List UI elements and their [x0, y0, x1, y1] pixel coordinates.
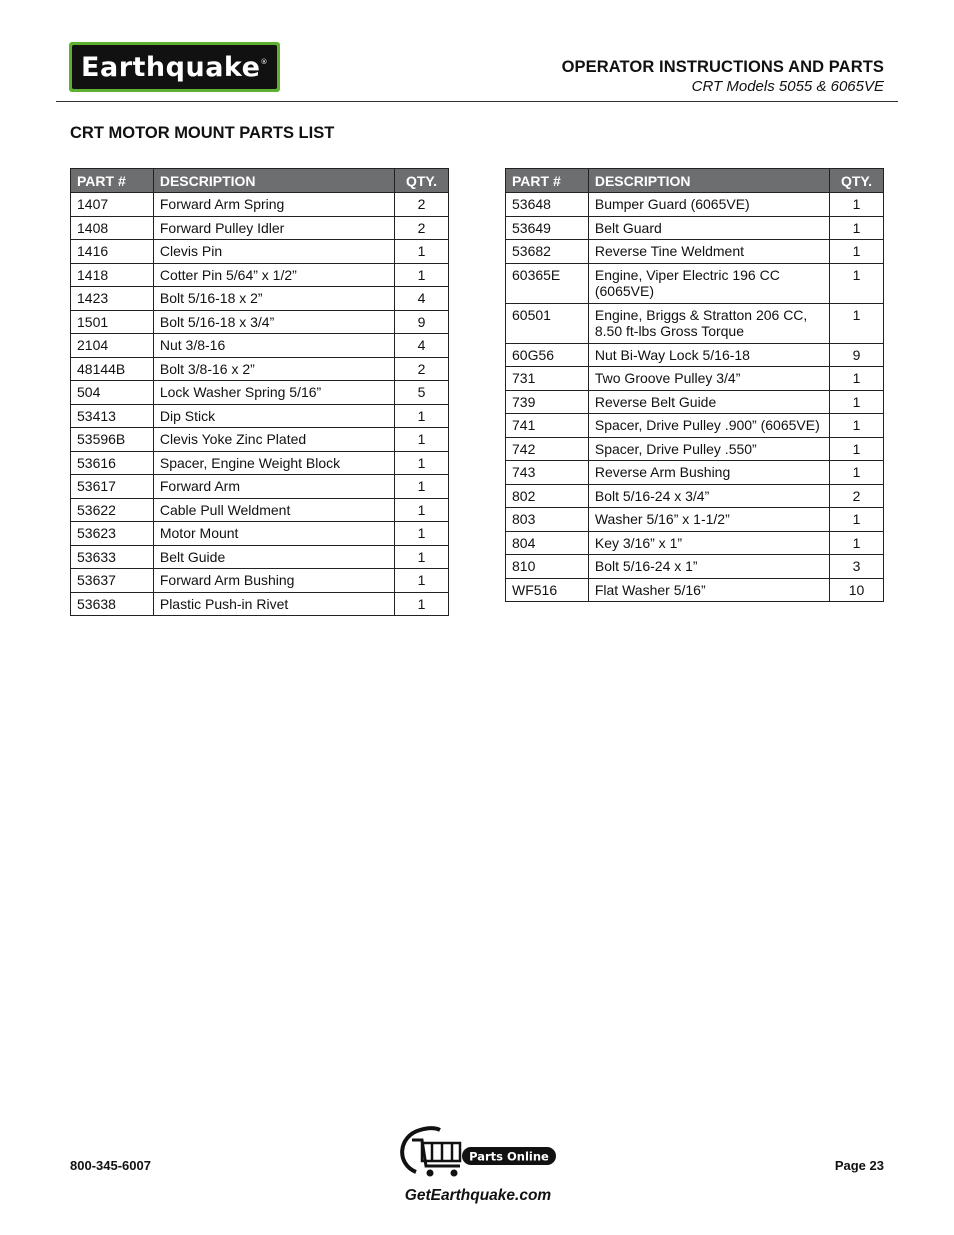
description-cell: Forward Arm Bushing — [153, 569, 394, 593]
quantity-cell: 2 — [830, 484, 884, 508]
quantity-cell: 1 — [830, 367, 884, 391]
description-cell: Reverse Arm Bushing — [588, 461, 829, 485]
quantity-cell: 1 — [395, 522, 449, 546]
part-number-cell: 741 — [506, 414, 589, 438]
quantity-cell: 1 — [830, 216, 884, 240]
part-number-cell: 2104 — [71, 334, 154, 358]
part-number-cell: 53596B — [71, 428, 154, 452]
part-number-cell: 804 — [506, 531, 589, 555]
part-number-cell: 53648 — [506, 193, 589, 217]
quantity-cell: 1 — [830, 390, 884, 414]
part-number-cell: 1408 — [71, 216, 154, 240]
quantity-cell: 1 — [395, 545, 449, 569]
table-row — [71, 357, 449, 381]
description-cell: Forward Pulley Idler — [153, 216, 394, 240]
quantity-cell: 2 — [395, 216, 449, 240]
document-title: OPERATOR INSTRUCTIONS AND PARTS — [561, 58, 884, 76]
part-number-cell: 53623 — [71, 522, 154, 546]
description-cell: Forward Arm Spring — [153, 193, 394, 217]
table-row — [71, 240, 449, 264]
description-cell: Lock Washer Spring 5/16” — [153, 381, 394, 405]
quantity-cell: 10 — [830, 578, 884, 602]
table-row — [506, 367, 884, 391]
table-row — [506, 240, 884, 264]
description-cell: Spacer, Engine Weight Block — [153, 451, 394, 475]
table-row — [506, 437, 884, 461]
part-number-cell: WF516 — [506, 578, 589, 602]
table-row — [506, 193, 884, 217]
table-row — [506, 461, 884, 485]
description-cell: Bolt 5/16-24 x 3/4” — [588, 484, 829, 508]
part-number-cell: 60501 — [506, 303, 589, 343]
table-row — [506, 508, 884, 532]
description-cell: Washer 5/16” x 1-1/2” — [588, 508, 829, 532]
quantity-cell: 1 — [395, 263, 449, 287]
part-number-cell: 810 — [506, 555, 589, 579]
description-cell: Nut 3/8-16 — [153, 334, 394, 358]
part-number-cell: 742 — [506, 437, 589, 461]
table-row — [506, 414, 884, 438]
description-cell: Bolt 5/16-18 x 2” — [153, 287, 394, 311]
description-cell: Reverse Belt Guide — [588, 390, 829, 414]
description-cell: Bolt 5/16-18 x 3/4” — [153, 310, 394, 334]
description-cell: Bumper Guard (6065VE) — [588, 193, 829, 217]
part-number-cell: 60G56 — [506, 343, 589, 367]
column-header-description: DESCRIPTION — [153, 169, 394, 193]
quantity-cell: 1 — [830, 303, 884, 343]
quantity-cell: 1 — [395, 569, 449, 593]
parts-online-label: Parts Online — [469, 1149, 549, 1164]
column-header-qty: QTY. — [395, 169, 449, 193]
table-row — [71, 216, 449, 240]
description-cell: Belt Guard — [588, 216, 829, 240]
table-row — [71, 428, 449, 452]
table-row — [71, 545, 449, 569]
description-cell: Cable Pull Weldment — [153, 498, 394, 522]
description-cell: Nut Bi-Way Lock 5/16-18 — [588, 343, 829, 367]
quantity-cell: 2 — [395, 357, 449, 381]
website-url[interactable]: GetEarthquake.com — [404, 1187, 552, 1204]
quantity-cell: 1 — [830, 508, 884, 532]
quantity-cell: 1 — [830, 193, 884, 217]
table-row — [71, 498, 449, 522]
part-number-cell: 1423 — [71, 287, 154, 311]
part-number-cell: 53413 — [71, 404, 154, 428]
quantity-cell: 1 — [395, 475, 449, 499]
logo-wordmark — [81, 52, 268, 83]
table-row — [71, 569, 449, 593]
quantity-cell: 1 — [830, 263, 884, 303]
description-cell: Clevis Pin — [153, 240, 394, 264]
part-number-cell: 743 — [506, 461, 589, 485]
quantity-cell: 1 — [830, 437, 884, 461]
description-cell: Dip Stick — [153, 404, 394, 428]
quantity-cell: 1 — [395, 498, 449, 522]
parts-online-cart-icon — [396, 1124, 558, 1182]
description-cell: Engine, Viper Electric 196 CC (6065VE) — [588, 263, 829, 303]
part-number-cell: 1407 — [71, 193, 154, 217]
quantity-cell: 5 — [395, 381, 449, 405]
parts-table-left — [70, 168, 449, 616]
description-cell: Flat Washer 5/16” — [588, 578, 829, 602]
part-number-cell: 53616 — [71, 451, 154, 475]
section-title: CRT MOTOR MOUNT PARTS LIST — [70, 124, 335, 142]
part-number-cell: 53682 — [506, 240, 589, 264]
table-header-row — [506, 169, 884, 193]
earthquake-logo — [69, 42, 280, 92]
quantity-cell: 4 — [395, 334, 449, 358]
part-number-cell: 1501 — [71, 310, 154, 334]
description-cell: Plastic Push-in Rivet — [153, 592, 394, 616]
column-header-part: PART # — [71, 169, 154, 193]
table-row — [506, 390, 884, 414]
quantity-cell: 1 — [830, 531, 884, 555]
table-row — [71, 193, 449, 217]
description-cell: Bolt 5/16-24 x 1” — [588, 555, 829, 579]
quantity-cell: 1 — [395, 240, 449, 264]
table-row — [71, 522, 449, 546]
part-number-cell: 48144B — [71, 357, 154, 381]
logo-text: Earthquake — [81, 51, 261, 83]
table-row — [506, 484, 884, 508]
description-cell: Spacer, Drive Pulley .550” — [588, 437, 829, 461]
quantity-cell: 1 — [395, 404, 449, 428]
table-row — [71, 287, 449, 311]
parts-table-right-body — [506, 193, 884, 602]
description-cell: Belt Guide — [153, 545, 394, 569]
parts-table-left-body — [71, 193, 449, 616]
column-header-qty: QTY. — [830, 169, 884, 193]
phone-number: 800-345-6007 — [70, 1158, 151, 1173]
description-cell: Cotter Pin 5/64” x 1/2” — [153, 263, 394, 287]
registered-mark: ® — [260, 57, 268, 66]
quantity-cell: 1 — [395, 451, 449, 475]
description-cell: Two Groove Pulley 3/4” — [588, 367, 829, 391]
part-number-cell: 504 — [71, 381, 154, 405]
part-number-cell: 53637 — [71, 569, 154, 593]
table-row — [506, 555, 884, 579]
part-number-cell: 731 — [506, 367, 589, 391]
parts-table-right — [505, 168, 884, 602]
part-number-cell: 1418 — [71, 263, 154, 287]
quantity-cell: 9 — [395, 310, 449, 334]
part-number-cell: 739 — [506, 390, 589, 414]
description-cell: Clevis Yoke Zinc Plated — [153, 428, 394, 452]
table-header-row — [71, 169, 449, 193]
part-number-cell: 803 — [506, 508, 589, 532]
description-cell: Spacer, Drive Pulley .900” (6065VE) — [588, 414, 829, 438]
description-cell: Forward Arm — [153, 475, 394, 499]
quantity-cell: 9 — [830, 343, 884, 367]
table-row — [71, 451, 449, 475]
column-header-part: PART # — [506, 169, 589, 193]
part-number-cell: 53617 — [71, 475, 154, 499]
quantity-cell: 1 — [395, 592, 449, 616]
table-row — [71, 475, 449, 499]
logo-badge — [72, 45, 277, 89]
quantity-cell: 1 — [830, 461, 884, 485]
table-row — [71, 592, 449, 616]
header-divider — [56, 101, 898, 102]
table-row — [506, 578, 884, 602]
quantity-cell: 4 — [395, 287, 449, 311]
page-number: Page 23 — [834, 1158, 884, 1173]
part-number-cell: 60365E — [506, 263, 589, 303]
table-row — [71, 404, 449, 428]
part-number-cell: 1416 — [71, 240, 154, 264]
table-row — [506, 263, 884, 303]
table-row — [506, 216, 884, 240]
quantity-cell: 1 — [395, 428, 449, 452]
table-row — [71, 263, 449, 287]
table-row — [506, 531, 884, 555]
quantity-cell: 1 — [830, 414, 884, 438]
part-number-cell: 53633 — [71, 545, 154, 569]
description-cell: Key 3/16” x 1” — [588, 531, 829, 555]
quantity-cell: 3 — [830, 555, 884, 579]
table-row — [506, 303, 884, 343]
part-number-cell: 802 — [506, 484, 589, 508]
column-header-description: DESCRIPTION — [588, 169, 829, 193]
part-number-cell: 53649 — [506, 216, 589, 240]
part-number-cell: 53638 — [71, 592, 154, 616]
quantity-cell: 2 — [395, 193, 449, 217]
description-cell: Bolt 3/8-16 x 2” — [153, 357, 394, 381]
table-row — [506, 343, 884, 367]
description-cell: Motor Mount — [153, 522, 394, 546]
part-number-cell: 53622 — [71, 498, 154, 522]
table-row — [71, 381, 449, 405]
table-row — [71, 310, 449, 334]
table-row — [71, 334, 449, 358]
quantity-cell: 1 — [830, 240, 884, 264]
document-subtitle: CRT Models 5055 & 6065VE — [691, 78, 884, 95]
description-cell: Engine, Briggs & Stratton 206 CC, 8.50 ft-lbs Gross Torque — [588, 303, 829, 343]
description-cell: Reverse Tine Weldment — [588, 240, 829, 264]
